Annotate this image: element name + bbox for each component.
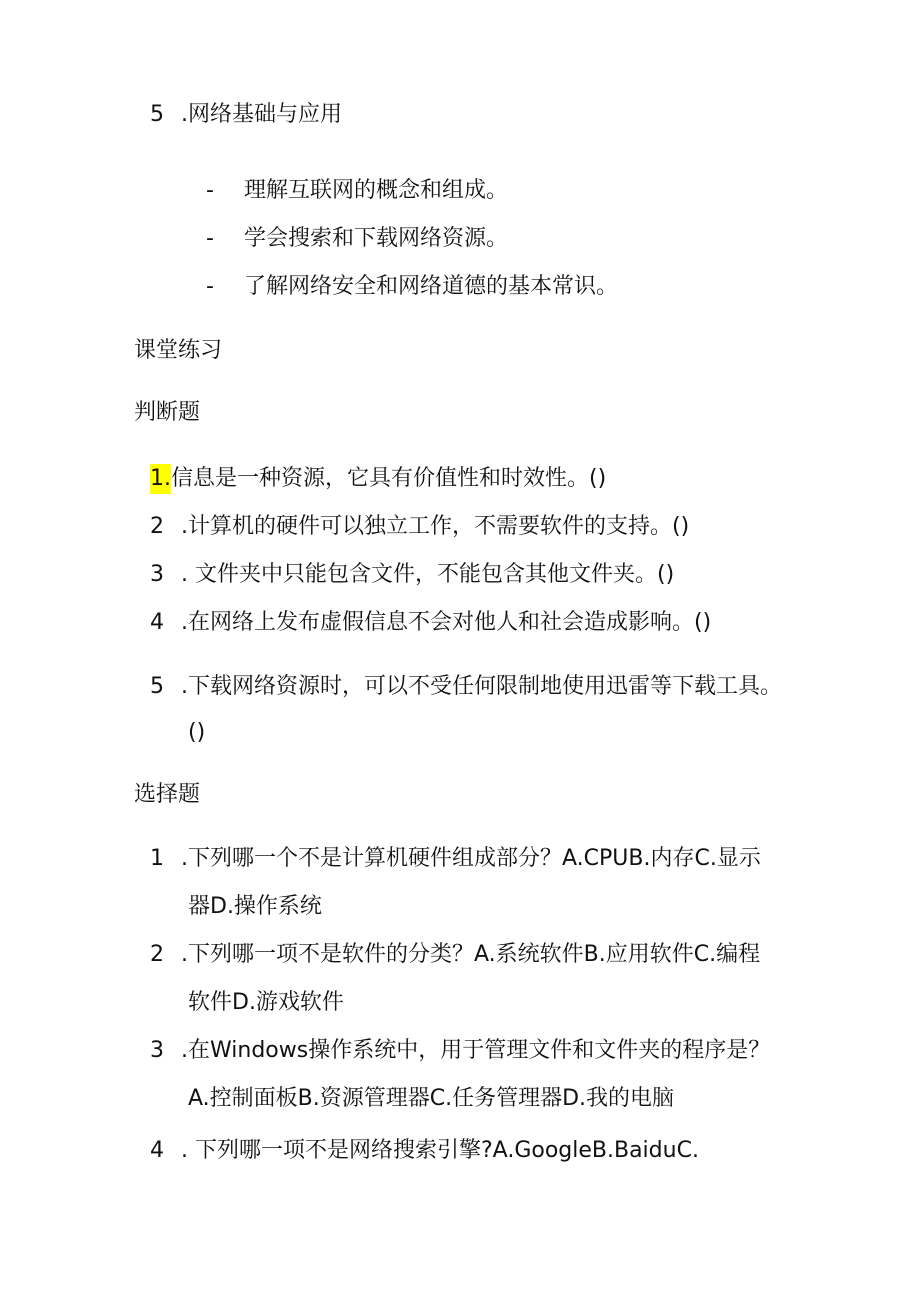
bullet-dash: - xyxy=(206,178,214,203)
choice-item xyxy=(150,940,760,970)
choice-item xyxy=(150,1136,699,1166)
question-continuation: 器D.操作系统 xyxy=(188,894,322,919)
question-number: 5 xyxy=(150,674,164,699)
bullet-dash: - xyxy=(206,226,214,251)
question-number: 1 xyxy=(150,846,164,871)
question-text: .下载网络资源时，可以不受任何限制地使用迅雷等下载工具。 xyxy=(181,674,782,699)
section-title: .网络基础与应用 xyxy=(181,102,342,127)
question-continuation: A.控制面板B.资源管理器C.任务管理器D.我的电脑 xyxy=(188,1086,675,1111)
question-continuation: () xyxy=(188,720,206,745)
question-number: 1. xyxy=(150,464,171,494)
question-text: .在Windows操作系统中，用于管理文件和文件夹的程序是？ xyxy=(181,1038,771,1063)
question-text: .在网络上发布虚假信息不会对他人和社会造成影响。() xyxy=(181,610,712,635)
judgment-heading: 判断题 xyxy=(134,400,201,425)
question-number: 2 xyxy=(150,942,164,967)
question-text: 信息是一种资源，它具有价值性和时效性。() xyxy=(171,466,607,491)
judgment-item xyxy=(150,560,674,590)
judgment-item xyxy=(150,672,782,702)
section-number: 5 xyxy=(150,102,164,127)
bullet-item: 了解网络安全和网络道德的基本常识。 xyxy=(244,274,619,299)
bullet-item: 理解互联网的概念和组成。 xyxy=(244,178,509,203)
question-number: 4 xyxy=(150,610,164,635)
bullet-dash: - xyxy=(206,274,214,299)
question-text: .下列哪一个不是计算机硬件组成部分？A.CPUB.内存C.显示 xyxy=(181,846,761,871)
judgment-item xyxy=(150,608,711,638)
question-text: . 下列哪一项不是网络搜索引擎?A.GoogleB.BaiduC. xyxy=(181,1138,699,1163)
bullet-item: 学会搜索和下载网络资源。 xyxy=(244,226,509,251)
question-number: 3 xyxy=(150,562,164,587)
practice-heading: 课堂练习 xyxy=(134,338,223,363)
judgment-item xyxy=(150,512,689,542)
section-heading xyxy=(150,100,342,130)
choice-item xyxy=(150,844,761,874)
question-text: .下列哪一项不是软件的分类？A.系统软件B.应用软件C.编程 xyxy=(181,942,761,967)
question-number: 2 xyxy=(150,514,164,539)
question-continuation: 软件D.游戏软件 xyxy=(188,990,344,1015)
question-text: .计算机的硬件可以独立工作，不需要软件的支持。() xyxy=(181,514,690,539)
judgment-item xyxy=(150,464,606,494)
question-number: 3 xyxy=(150,1038,164,1063)
question-number: 4 xyxy=(150,1138,164,1163)
choice-item xyxy=(150,1036,770,1066)
choice-heading: 选择题 xyxy=(134,782,201,807)
question-text: . 文件夹中只能包含文件，不能包含其他文件夹。() xyxy=(181,562,675,587)
